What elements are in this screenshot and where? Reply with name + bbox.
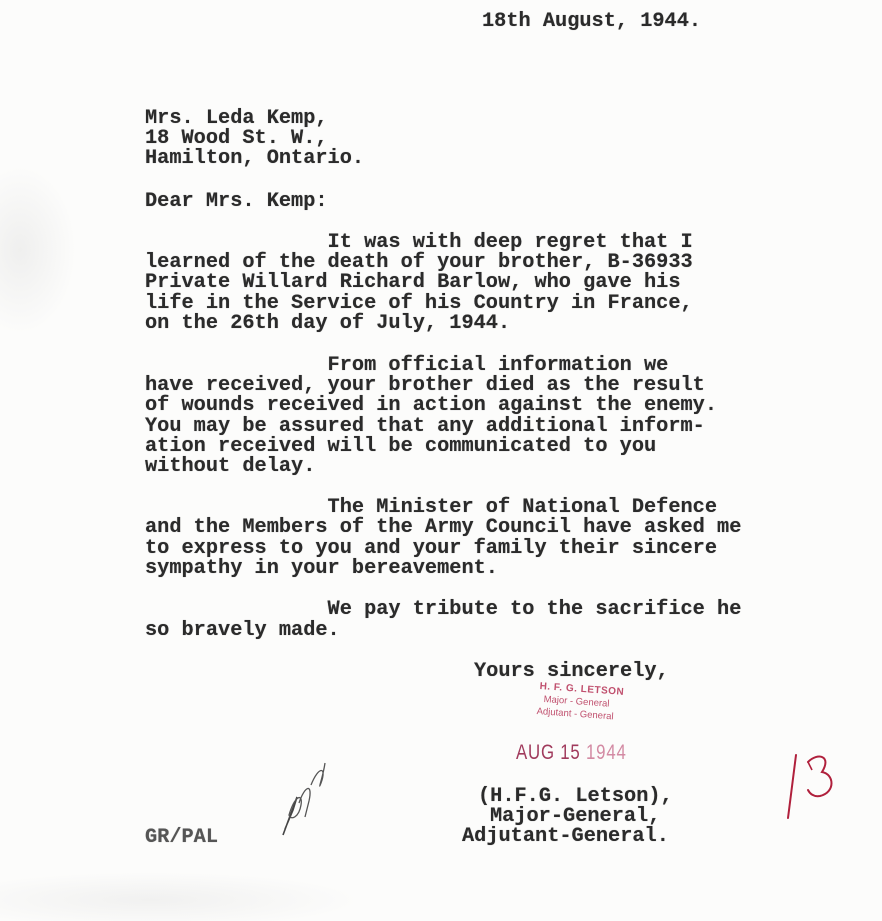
recipient-street: 18 Wood St. W., [145, 127, 328, 150]
paragraph-line: to express to you and your family their sincere [145, 537, 718, 560]
paragraph-line: You may be assured that any additional inform- [145, 415, 705, 438]
signatory-appointment: Adjutant-General. [462, 825, 669, 848]
paragraph-line: The Minister of National Defence [145, 496, 718, 519]
salutation: Dear Mrs. Kemp: [145, 190, 328, 213]
paragraph-line: ation received will be communicated to you [145, 435, 657, 458]
stamp-title-2: Adjutant - General [536, 706, 614, 723]
paragraph-line: of wounds received in action against the enemy. [145, 394, 718, 417]
stamp-month-day: AUG 15 [516, 741, 581, 764]
stamp-title-1: Major - General [543, 694, 610, 710]
paragraph-line: From official information we [145, 354, 669, 377]
reference-initials: GR/PAL [145, 826, 219, 849]
received-date-stamp [516, 741, 627, 765]
paragraph-line: without delay. [145, 455, 316, 478]
signatory-rank: Major-General, [490, 805, 661, 828]
paragraph-line: have received, your brother died as the result [145, 374, 705, 397]
recipient-name: Mrs. Leda Kemp, [145, 107, 328, 130]
signatory-name: (H.F.G. Letson), [478, 785, 673, 808]
handwritten-page-number-icon [784, 750, 844, 820]
stamp-year: 1944 [586, 741, 627, 764]
paragraph-line: Private Willard Richard Barlow, who gave his [145, 271, 681, 294]
paragraph-line: so bravely made. [145, 619, 340, 642]
paragraph-line: on the 26th day of July, 1944. [145, 312, 511, 335]
letter-date: 18th August, 1944. [482, 10, 702, 33]
handwritten-initials-icon [275, 755, 335, 840]
paragraph-line: We pay tribute to the sacrifice he [145, 598, 742, 621]
recipient-city: Hamilton, Ontario. [145, 147, 365, 170]
paragraph-line: and the Members of the Army Council have asked me [145, 516, 742, 539]
paragraph-line: learned of the death of your brother, B-36933 [145, 251, 693, 274]
stamp-name: H. F. G. LETSON [539, 681, 625, 698]
paragraph-line: It was with deep regret that I [145, 231, 693, 254]
closing: Yours sincerely, [474, 660, 669, 683]
paragraph-line: life in the Service of his Country in France, [145, 292, 693, 315]
paragraph-line: sympathy in your bereavement. [145, 557, 498, 580]
